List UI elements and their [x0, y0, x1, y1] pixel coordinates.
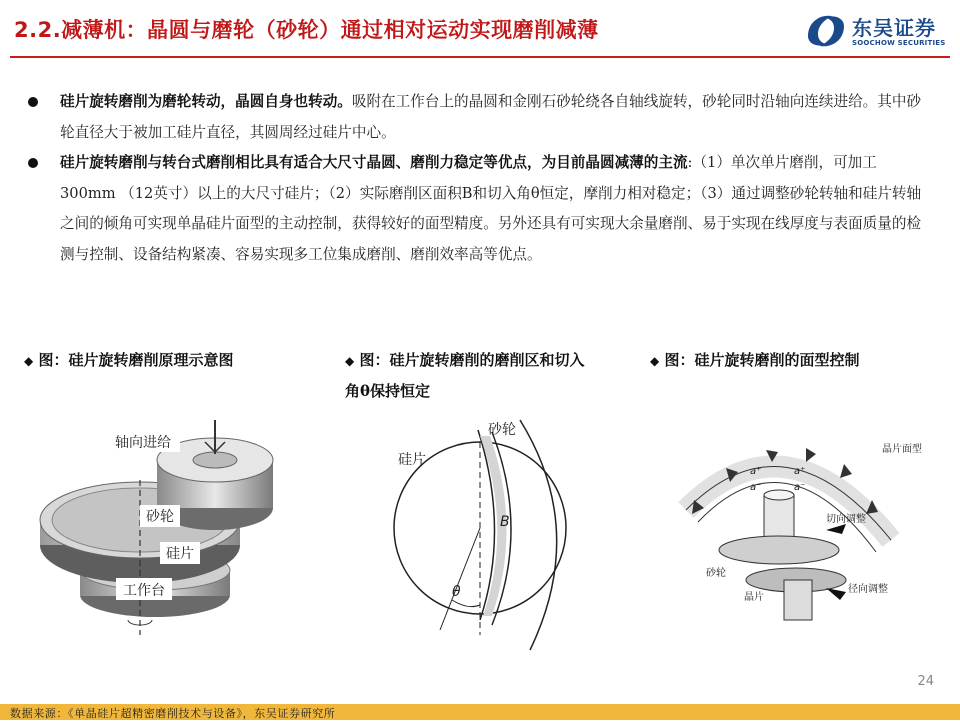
logo-mark-icon: [804, 10, 848, 52]
label-area-b: B: [500, 514, 510, 530]
figure-caption: ◆ 图：硅片旋转磨削原理示意图: [24, 351, 234, 369]
bullet-list: [28, 87, 928, 271]
label-table: 工作台: [123, 583, 165, 599]
diamond-bullet-icon: ◆: [345, 354, 355, 368]
page-title: 2.2.减薄机：晶圆与磨轮（砂轮）通过相对运动实现磨削减薄: [14, 18, 599, 42]
label-wheel: 砂轮: [706, 568, 726, 579]
diamond-bullet-icon: ◆: [650, 354, 660, 368]
footer-bar: [0, 704, 960, 720]
label-angle-theta: θ: [452, 584, 461, 600]
label-a-r-minus: a⁻: [794, 482, 806, 493]
diamond-bullet-icon: ◆: [24, 354, 34, 368]
figure-caption: ◆ 图：硅片旋转磨削的磨削区和切入角θ保持恒定: [345, 351, 585, 400]
bullet-bold-lead: 硅片旋转磨削为磨轮转动，晶圆自身也转动。: [60, 93, 352, 110]
figure-grinding-zone: [380, 420, 600, 650]
bullet-dot-icon: [28, 97, 38, 107]
label-axial-feed: 轴向进给: [115, 435, 171, 451]
label-wheel: 砂轮: [146, 509, 174, 525]
logo-text-en: SOOCHOW SECURITIES: [852, 39, 946, 47]
bullet-item: [28, 148, 928, 270]
source-note: 数据来源：《单晶硅片超精密磨削技术与设备》，东吴证券研究所: [10, 707, 336, 720]
label-tangential-adjust: 切向调整: [826, 514, 866, 525]
figure-caption: ◆ 图：硅片旋转磨削的面型控制: [650, 351, 860, 369]
label-wafer: 硅片: [398, 452, 426, 468]
bullet-item: [28, 87, 928, 148]
label-wafer: 硅片: [166, 546, 194, 562]
page-number: 24: [917, 674, 934, 689]
label-wafer: 晶片: [744, 592, 764, 603]
label-a-r-plus: a⁺: [794, 466, 806, 477]
bullet-text: 吸附在工作台上的晶圆和金刚石砂轮绕各自轴线旋转，砂轮同时沿轴向连续进给。其中砂轮直径大于被加工硅片直径，其圆周经过硅片中心。: [60, 93, 922, 141]
label-wafer-profile: 晶片面型: [882, 444, 922, 455]
figure-profile-control: [676, 430, 922, 630]
bullet-dot-icon: [28, 158, 38, 168]
label-radial-adjust: 径向调整: [848, 584, 888, 595]
label-a-t-minus: a⁻: [750, 482, 762, 493]
label-wheel: 砂轮: [488, 422, 516, 438]
label-a-t-plus: a⁺: [750, 466, 762, 477]
figure-rotary-grinding-principle: [40, 420, 320, 640]
bullet-bold-lead: 硅片旋转磨削与转台式磨削相比具有适合大尺寸晶圆、磨削力稳定等优点，为目前晶圆减薄的主流: [60, 154, 688, 172]
brand-logo: [804, 10, 948, 54]
bullet-text: :（1）单次单片磨削，可加工 300mm （12英寸）以上的大尺寸硅片；（2）实际磨削区面积B和切入角θ恒定，摩削力相对稳定；（3）通过调整砂轮转轴和硅片转轴之间的倾角可实现单晶硅片面型的主动控制，获得较好的面型精度。另外还具有可实现大余量磨削、易于实现在线厚度与表面质量的检测与控制、设备结构紧凑、容易实现多工位集成磨削、磨削效率高等优点。: [60, 154, 922, 263]
logo-text-cn: 东吴证券: [852, 16, 936, 40]
header-divider: [10, 56, 950, 58]
